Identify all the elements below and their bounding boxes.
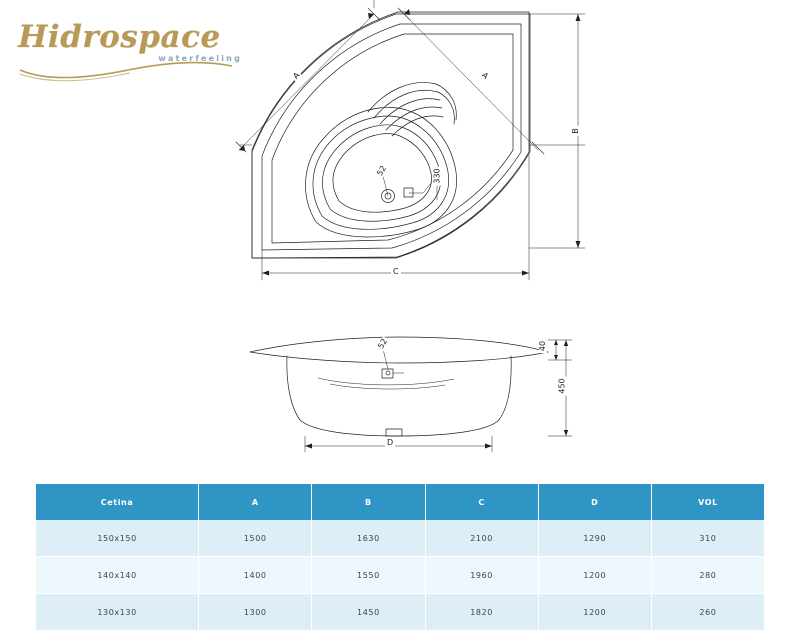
table-header-cell: D: [538, 484, 651, 520]
dim-label-c: C: [393, 267, 399, 276]
table-header-cell: B: [312, 484, 425, 520]
table-header-cell: A: [199, 484, 312, 520]
dim-label-b: B: [570, 128, 580, 134]
table-cell: 1200: [538, 557, 651, 594]
table-cell: 1200: [538, 594, 651, 631]
brand-tagline: waterfeeling: [158, 54, 242, 63]
table-cell: 1630: [312, 520, 425, 557]
dim-label-40: 40: [538, 340, 548, 352]
specification-table: [36, 484, 764, 631]
table-header-cell: VOL: [651, 484, 764, 520]
table-cell: 1820: [425, 594, 538, 631]
dim-label-a-left: A: [291, 70, 302, 81]
table-cell: 140x140: [36, 557, 199, 594]
table-cell: 1550: [312, 557, 425, 594]
table-cell: 2100: [425, 520, 538, 557]
table-cell: 310: [651, 520, 764, 557]
table-row: [36, 594, 764, 631]
dim-label-450: 450: [557, 378, 567, 394]
table-cell: 1450: [312, 594, 425, 631]
dim-label-330: 330: [432, 168, 442, 184]
table-cell: 1300: [199, 594, 312, 631]
table-cell: 130x130: [36, 594, 199, 631]
brand-name: Hidrospace: [18, 19, 221, 55]
table-cell: 1960: [425, 557, 538, 594]
table-header-cell: C: [425, 484, 538, 520]
table-header-cell: Cetina: [36, 484, 199, 520]
table-cell: 1290: [538, 520, 651, 557]
table-row: [36, 557, 764, 594]
table-cell: 260: [651, 594, 764, 631]
top-view-outer-outline: [252, 14, 530, 258]
dim-label-a-right: A: [479, 70, 491, 81]
table-cell: 1400: [199, 557, 312, 594]
dim-label-drain-52-top: 52: [375, 164, 389, 178]
dim-label-d: D: [387, 438, 394, 447]
table-row: [36, 520, 764, 557]
dim-label-52-side: 52: [376, 337, 390, 351]
table-cell: 1500: [199, 520, 312, 557]
table-cell: 150x150: [36, 520, 199, 557]
table-cell: 280: [651, 557, 764, 594]
table-header-row: [36, 484, 764, 520]
